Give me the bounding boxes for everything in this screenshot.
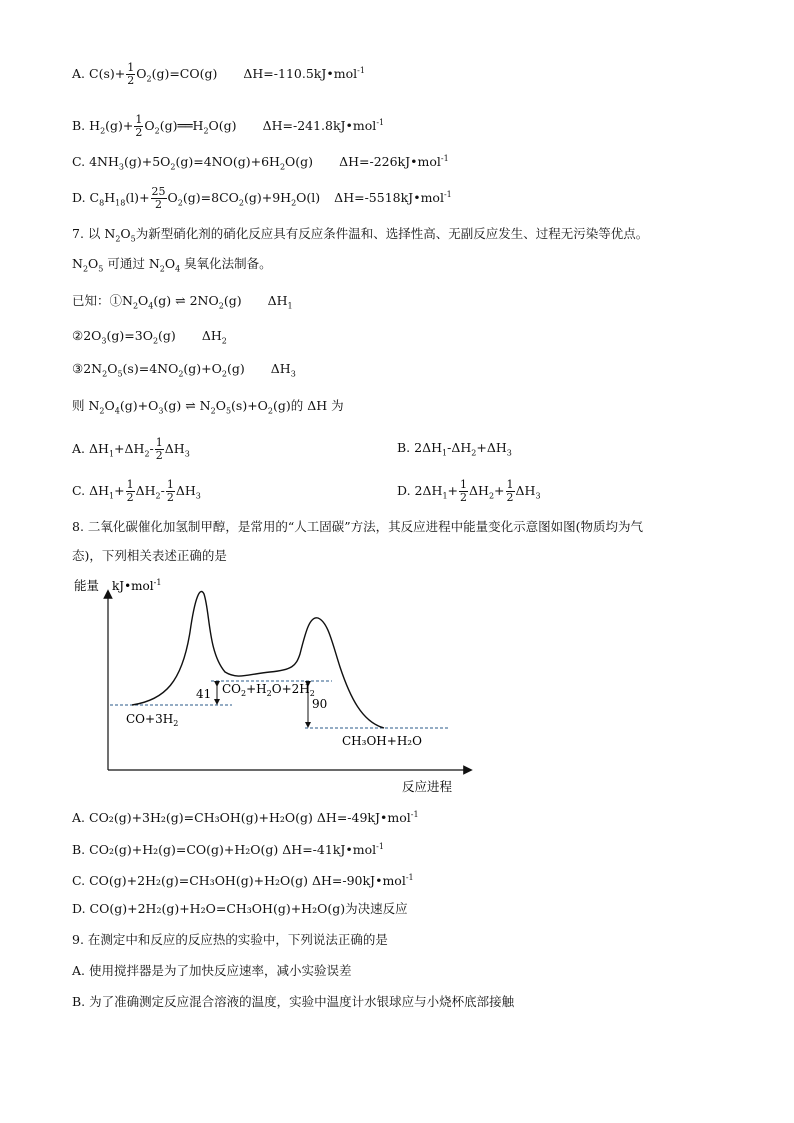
q6-option-b: B. $H_2(g)+$ $\frac{1}{2}$ $O_2(g)══H_2O(g)$ ΔH=-241.8kJ•mol$^{-1}$ <box>72 113 385 139</box>
energy-diagram <box>70 572 490 800</box>
fraction: $\frac{1}{2}$ <box>126 478 134 504</box>
y-axis-unit: kJ•mol$^{-1}$ <box>112 578 162 593</box>
q7-question: 则 $N_2O_4(g)+O_3(g)$ ⇌ $N_2O_5(s)+O_2(g)$的 ΔH 为 <box>72 398 344 416</box>
q7-option-b: B. $2\Delta H_1-\Delta H_2+\Delta H_3$ <box>397 440 512 458</box>
y-axis-label: 能量 <box>74 578 100 593</box>
q7-option-c: C. $\Delta H_1+$ $\frac{1}{2}$ $\Delta H_2-$ $\frac{1}{2}$ $\Delta H_3$ <box>72 478 201 504</box>
q7-known-reaction-3: $③2N_2O_5(s)=4NO_2(g)+O_2(g)$ $\Delta H_3$ <box>72 361 296 379</box>
label-mid: $CO_2+H_2O+2H_2$ <box>222 682 315 698</box>
fraction: $\frac{25}{2}$ <box>151 185 166 211</box>
q8-option-d: D. CO(g)+2H₂(g)+H₂O=CH₃OH(g)+H₂O(g)为决速反应 <box>72 901 408 916</box>
energy-curve <box>132 592 384 728</box>
fraction: $\frac{1}{2}$ <box>155 436 163 462</box>
x-axis-label: 反应进程 <box>402 779 453 794</box>
q7-known-reaction-1: 已知：$①N_2O_4(g)$ ⇌ $2NO_2(g)$ $\Delta H_1$ <box>72 293 293 311</box>
q7-stem-line1: 7. 以 $N_2O_5$为新型硝化剂的硝化反应具有反应条件温和、选择性高、无副反应发生、过程无污染等优点。 <box>72 226 649 244</box>
q7-known-reaction-2: $②2O_3(g)=3O_2(g)$ $\Delta H_2$ <box>72 328 227 346</box>
fraction: $\frac{1}{2}$ <box>166 478 174 504</box>
fraction: $\frac{1}{2}$ <box>135 113 143 139</box>
label-end: CH₃OH+H₂O <box>342 734 422 748</box>
q8-option-c: C. CO(g)+2H₂(g)=CH₃OH(g)+H₂O(g) ΔH=-90kJ•mol$^{-1}$ <box>72 873 414 889</box>
q8-stem-line1: 8. 二氧化碳催化加氢制甲醇，是常用的“人工固碳”方法，其反应进程中能量变化示意图如图(物质均为气 <box>72 519 644 534</box>
q8-option-a: A. CO₂(g)+3H₂(g)=CH₃OH(g)+H₂O(g) ΔH=-49kJ•mol$^{-1}$ <box>72 810 419 826</box>
q9-option-b: B. 为了准确测定反应混合溶液的温度，实验中温度计水银球应与小烧杯底部接触 <box>72 994 515 1009</box>
fraction: $\frac{1}{2}$ <box>127 61 135 87</box>
q6-option-c: C. $4NH_3(g)+5O_2(g)=4NO(g)+6H_2O(g)$ ΔH=-226kJ•mol$^{-1}$ <box>72 154 449 172</box>
q7-option-a: A. $\Delta H_1+\Delta H_2-$ $\frac{1}{2}$ $\Delta H_3$ <box>72 436 190 462</box>
fraction: $\frac{1}{2}$ <box>506 478 514 504</box>
q6-option-a: A. C(s)+ $\frac{1}{2}$ $O_2(g)=CO(g)$ ΔH=-110.5kJ•mol$^{-1}$ <box>72 61 365 87</box>
q9-option-a: A. 使用搅拌器是为了加快反应速率，减小实验误差 <box>72 963 352 978</box>
q7-stem-line2: $N_2O_5$ 可通过 $N_2O_4$ 臭氧化法制备。 <box>72 256 272 274</box>
equilibrium-arrow-icon: ⇌ <box>175 293 186 308</box>
label-start: $CO+3H_2$ <box>126 712 179 728</box>
q8-option-b: B. CO₂(g)+H₂(g)=CO(g)+H₂O(g) ΔH=-41kJ•mol$^{-1}$ <box>72 842 384 858</box>
equilibrium-arrow-icon: ⇌ <box>185 398 196 413</box>
q7-option-d: D. $2\Delta H_1+$ $\frac{1}{2}$ $\Delta H_2+$ $\frac{1}{2}$ $\Delta H_3$ <box>397 478 541 504</box>
q9-stem: 9. 在测定中和反应的反应热的实验中，下列说法正确的是 <box>72 932 388 947</box>
gap-label-41: 41 <box>196 687 212 701</box>
gap-label-90: 90 <box>312 697 328 711</box>
q8-stem-line2: 态)，下列相关表述正确的是 <box>72 548 227 563</box>
fraction: $\frac{1}{2}$ <box>460 478 468 504</box>
q6-option-d: D. $C_8H_{18}(l)+$ $\frac{25}{2}$ $O_2(g)=8CO_2(g)+9H_2O(l)$ ΔH=-5518kJ•mol$^{-1}$ <box>72 185 452 211</box>
